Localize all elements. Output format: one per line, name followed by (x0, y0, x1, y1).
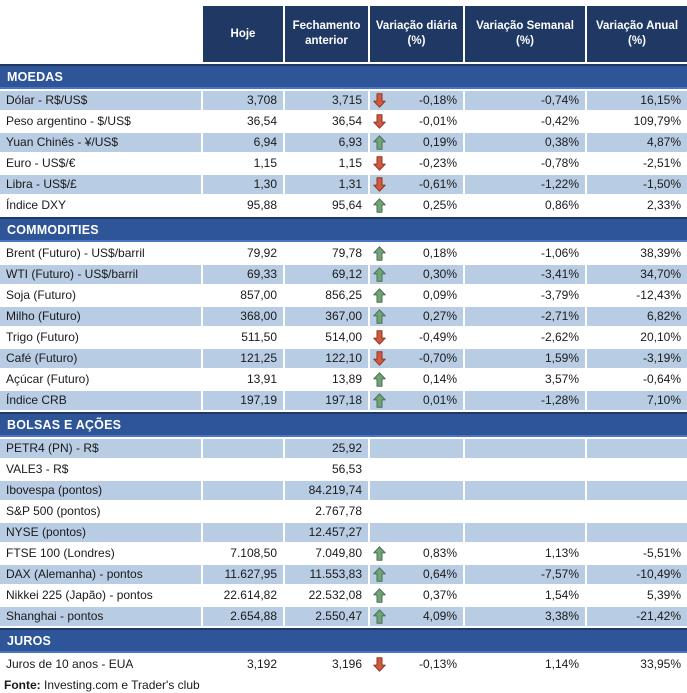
hoje-value: 69,33 (203, 265, 285, 284)
hoje-value: 1,15 (203, 154, 285, 173)
variacao-semanal-value: -1,06% (465, 244, 587, 263)
section-header-commodities (0, 217, 687, 242)
hoje-value: 79,92 (203, 244, 285, 263)
fechamento-value: 367,00 (285, 307, 370, 326)
row-label: Açúcar (Futuro) (0, 370, 203, 389)
row-label: DAX (Alemanha) - pontos (0, 565, 203, 584)
variacao-anual-value (587, 439, 687, 458)
variacao-anual-value (587, 481, 687, 500)
variacao-diaria-cell (370, 349, 465, 368)
variacao-diaria-cell (370, 196, 465, 215)
variacao-diaria-cell (370, 91, 465, 110)
variacao-diaria-cell (370, 439, 465, 458)
variacao-semanal-value: 3,38% (465, 607, 587, 626)
row-label: Juros de 10 anos - EUA (0, 655, 203, 674)
hoje-value: 6,94 (203, 133, 285, 152)
variacao-diaria-cell (370, 586, 465, 605)
variacao-anual-value: -5,51% (587, 544, 687, 563)
fechamento-value: 13,89 (285, 370, 370, 389)
variacao-semanal-value: -2,71% (465, 307, 587, 326)
trend-arrow-icon (373, 504, 386, 519)
table-row (0, 565, 687, 584)
variacao-diaria-cell (370, 328, 465, 347)
fechamento-value: 3,715 (285, 91, 370, 110)
variacao-anual-value: -12,43% (587, 286, 687, 305)
variacao-semanal-value (465, 481, 587, 500)
row-label: Índice CRB (0, 391, 203, 410)
table-row (0, 586, 687, 605)
row-label: Soja (Futuro) (0, 286, 203, 305)
row-label: S&P 500 (pontos) (0, 502, 203, 521)
row-label: Nikkei 225 (Japão) - pontos (0, 586, 203, 605)
variacao-anual-value: 38,39% (587, 244, 687, 263)
hoje-value: 95,88 (203, 196, 285, 215)
hoje-value: 197,19 (203, 391, 285, 410)
fechamento-value: 2.550,47 (285, 607, 370, 626)
variacao-anual-value: 34,70% (587, 265, 687, 284)
variacao-diaria-cell (370, 307, 465, 326)
variacao-diaria-value: 0,83% (422, 546, 457, 560)
variacao-anual-value: 109,79% (587, 112, 687, 131)
row-label: WTI (Futuro) - US$/barril (0, 265, 203, 284)
variacao-diaria-cell (370, 565, 465, 584)
variacao-semanal-value: 0,86% (465, 196, 587, 215)
arrow-down-icon (373, 657, 386, 672)
variacao-semanal-value (465, 460, 587, 479)
row-label: FTSE 100 (Londres) (0, 544, 203, 563)
variacao-diaria-cell (370, 655, 465, 674)
row-label: Dólar - R$/US$ (0, 91, 203, 110)
variacao-semanal-value: -1,28% (465, 391, 587, 410)
col-header-hoje: Hoje (203, 6, 285, 62)
table-row (0, 196, 687, 215)
arrow-up-icon (373, 546, 386, 561)
fechamento-value: 7.049,80 (285, 544, 370, 563)
variacao-semanal-value (465, 523, 587, 542)
col-header-variacao-anual: Variação Anual (%) (587, 6, 687, 62)
row-label: Brent (Futuro) - US$/barril (0, 244, 203, 263)
table-row (0, 502, 687, 521)
hoje-value: 11.627,95 (203, 565, 285, 584)
section-title: JUROS (7, 633, 52, 648)
variacao-diaria-cell (370, 523, 465, 542)
table-row (0, 154, 687, 173)
variacao-diaria-value: 0,64% (422, 567, 457, 581)
hoje-value: 368,00 (203, 307, 285, 326)
variacao-diaria-cell (370, 391, 465, 410)
variacao-semanal-value: -1,22% (465, 175, 587, 194)
table-row (0, 523, 687, 542)
trend-arrow-icon (373, 525, 386, 540)
variacao-diaria-value: 0,25% (422, 198, 457, 212)
section-title: COMMODITIES (7, 222, 99, 237)
row-label: Café (Futuro) (0, 349, 203, 368)
variacao-diaria-value: 0,37% (422, 588, 457, 602)
hoje-value: 121,25 (203, 349, 285, 368)
fechamento-value: 3,196 (285, 655, 370, 674)
variacao-diaria-value: 4,09% (422, 609, 457, 623)
arrow-up-icon (373, 393, 386, 408)
variacao-diaria-value: -0,13% (418, 657, 457, 671)
table-row (0, 112, 687, 131)
variacao-anual-value: 5,39% (587, 586, 687, 605)
variacao-diaria-cell (370, 370, 465, 389)
variacao-diaria-value: -0,01% (418, 114, 457, 128)
variacao-semanal-value: 1,13% (465, 544, 587, 563)
variacao-diaria-value: 0,09% (422, 288, 457, 302)
variacao-anual-value: 6,82% (587, 307, 687, 326)
arrow-up-icon (373, 609, 386, 624)
variacao-diaria-cell (370, 244, 465, 263)
variacao-semanal-value: 1,54% (465, 586, 587, 605)
col-header-variacao-semanal: Variação Semanal (%) (465, 6, 587, 62)
fechamento-value: 856,25 (285, 286, 370, 305)
section-title: BOLSAS E AÇÕES (7, 417, 122, 432)
variacao-diaria-cell (370, 133, 465, 152)
variacao-semanal-value: -2,62% (465, 328, 587, 347)
source-note (0, 677, 687, 693)
table-row (0, 265, 687, 284)
variacao-diaria-cell (370, 265, 465, 284)
table-row (0, 328, 687, 347)
variacao-diaria-value: -0,70% (418, 351, 457, 365)
fechamento-value: 36,54 (285, 112, 370, 131)
arrow-up-icon (373, 135, 386, 150)
table-row (0, 439, 687, 458)
variacao-diaria-cell (370, 460, 465, 479)
arrow-up-icon (373, 246, 386, 261)
hoje-value: 2.654,88 (203, 607, 285, 626)
section-header-moedas (0, 64, 687, 89)
hoje-value: 13,91 (203, 370, 285, 389)
row-label: VALE3 - R$ (0, 460, 203, 479)
table-row (0, 91, 687, 110)
hoje-value: 7.108,50 (203, 544, 285, 563)
variacao-anual-value: 7,10% (587, 391, 687, 410)
source-label: Fonte: (4, 678, 41, 692)
variacao-anual-value: 2,33% (587, 196, 687, 215)
variacao-semanal-value: -3,79% (465, 286, 587, 305)
variacao-diaria-cell (370, 286, 465, 305)
table-body (0, 64, 687, 674)
variacao-anual-value: -21,42% (587, 607, 687, 626)
table-row (0, 460, 687, 479)
row-label: NYSE (pontos) (0, 523, 203, 542)
fechamento-value: 122,10 (285, 349, 370, 368)
table-row (0, 481, 687, 500)
row-label: Libra - US$/£ (0, 175, 203, 194)
fechamento-value: 79,78 (285, 244, 370, 263)
table-row (0, 391, 687, 410)
row-label: Milho (Futuro) (0, 307, 203, 326)
fechamento-value: 25,92 (285, 439, 370, 458)
arrow-down-icon (373, 93, 386, 108)
table-row (0, 655, 687, 674)
variacao-semanal-value: 1,14% (465, 655, 587, 674)
header-corner (0, 6, 203, 62)
variacao-semanal-value: 0,38% (465, 133, 587, 152)
row-label: Ibovespa (pontos) (0, 481, 203, 500)
variacao-anual-value: -0,64% (587, 370, 687, 389)
fechamento-value: 84.219,74 (285, 481, 370, 500)
row-label: Trigo (Futuro) (0, 328, 203, 347)
arrow-down-icon (373, 177, 386, 192)
variacao-anual-value: -1,50% (587, 175, 687, 194)
table-header (0, 6, 687, 62)
variacao-diaria-cell (370, 481, 465, 500)
variacao-semanal-value: 1,59% (465, 349, 587, 368)
variacao-anual-value: 16,15% (587, 91, 687, 110)
arrow-up-icon (373, 288, 386, 303)
row-label: Índice DXY (0, 196, 203, 215)
variacao-anual-value: -2,51% (587, 154, 687, 173)
variacao-diaria-value: -0,23% (418, 156, 457, 170)
variacao-anual-value: 20,10% (587, 328, 687, 347)
variacao-diaria-cell (370, 175, 465, 194)
fechamento-value: 197,18 (285, 391, 370, 410)
hoje-value (203, 439, 285, 458)
fechamento-value: 22.532,08 (285, 586, 370, 605)
table-row (0, 544, 687, 563)
fechamento-value: 11.553,83 (285, 565, 370, 584)
variacao-diaria-value: -0,49% (418, 330, 457, 344)
variacao-anual-value (587, 502, 687, 521)
variacao-diaria-value: -0,61% (418, 177, 457, 191)
hoje-value: 22.614,82 (203, 586, 285, 605)
variacao-diaria-value: 0,01% (422, 393, 457, 407)
source-text: Investing.com e Trader's club (40, 678, 200, 692)
hoje-value (203, 460, 285, 479)
arrow-up-icon (373, 372, 386, 387)
hoje-value: 857,00 (203, 286, 285, 305)
table-row (0, 307, 687, 326)
variacao-anual-value: -3,19% (587, 349, 687, 368)
fechamento-value: 1,31 (285, 175, 370, 194)
variacao-semanal-value: -3,41% (465, 265, 587, 284)
section-header-juros (0, 628, 687, 653)
fechamento-value: 2.767,78 (285, 502, 370, 521)
row-label: Euro - US$/€ (0, 154, 203, 173)
arrow-down-icon (373, 156, 386, 171)
variacao-anual-value: 4,87% (587, 133, 687, 152)
hoje-value (203, 481, 285, 500)
variacao-diaria-value: 0,27% (422, 309, 457, 323)
variacao-semanal-value: 3,57% (465, 370, 587, 389)
table-row (0, 370, 687, 389)
arrow-down-icon (373, 114, 386, 129)
table-row (0, 607, 687, 626)
variacao-anual-value (587, 523, 687, 542)
table-row (0, 286, 687, 305)
hoje-value (203, 502, 285, 521)
col-header-fechamento: Fechamento anterior (285, 6, 370, 62)
arrow-down-icon (373, 330, 386, 345)
trend-arrow-icon (373, 462, 386, 477)
row-label: Yuan Chinês - ¥/US$ (0, 133, 203, 152)
trend-arrow-icon (373, 483, 386, 498)
table-row (0, 175, 687, 194)
arrow-down-icon (373, 351, 386, 366)
variacao-semanal-value (465, 439, 587, 458)
variacao-diaria-value: 0,18% (422, 246, 457, 260)
variacao-semanal-value: -0,74% (465, 91, 587, 110)
fechamento-value: 56,53 (285, 460, 370, 479)
fechamento-value: 69,12 (285, 265, 370, 284)
variacao-anual-value: 33,95% (587, 655, 687, 674)
hoje-value: 36,54 (203, 112, 285, 131)
col-header-variacao-diaria: Variação diária (%) (370, 6, 465, 62)
arrow-up-icon (373, 267, 386, 282)
variacao-diaria-cell (370, 544, 465, 563)
variacao-diaria-value: 0,14% (422, 372, 457, 386)
fechamento-value: 6,93 (285, 133, 370, 152)
variacao-diaria-value: 0,30% (422, 267, 457, 281)
fechamento-value: 12.457,27 (285, 523, 370, 542)
variacao-semanal-value: -0,42% (465, 112, 587, 131)
variacao-diaria-cell (370, 607, 465, 626)
fechamento-value: 95,64 (285, 196, 370, 215)
arrow-up-icon (373, 588, 386, 603)
fechamento-value: 1,15 (285, 154, 370, 173)
table-row (0, 133, 687, 152)
fechamento-value: 514,00 (285, 328, 370, 347)
variacao-diaria-value: 0,19% (422, 135, 457, 149)
variacao-diaria-cell (370, 502, 465, 521)
hoje-value (203, 523, 285, 542)
row-label: PETR4 (PN) - R$ (0, 439, 203, 458)
variacao-diaria-cell (370, 112, 465, 131)
variacao-semanal-value: -0,78% (465, 154, 587, 173)
row-label: Peso argentino - $/US$ (0, 112, 203, 131)
table-row (0, 244, 687, 263)
variacao-semanal-value: -7,57% (465, 565, 587, 584)
arrow-up-icon (373, 309, 386, 324)
hoje-value: 511,50 (203, 328, 285, 347)
variacao-anual-value (587, 460, 687, 479)
table-row (0, 349, 687, 368)
trend-arrow-icon (373, 441, 386, 456)
section-header-bolsas-e-a-es (0, 412, 687, 437)
arrow-up-icon (373, 198, 386, 213)
hoje-value: 3,192 (203, 655, 285, 674)
hoje-value: 1,30 (203, 175, 285, 194)
variacao-diaria-cell (370, 154, 465, 173)
variacao-anual-value: -10,49% (587, 565, 687, 584)
row-label: Shanghai - pontos (0, 607, 203, 626)
section-title: MOEDAS (7, 69, 64, 84)
variacao-diaria-value: -0,18% (418, 93, 457, 107)
arrow-up-icon (373, 567, 386, 582)
hoje-value: 3,708 (203, 91, 285, 110)
variacao-semanal-value (465, 502, 587, 521)
